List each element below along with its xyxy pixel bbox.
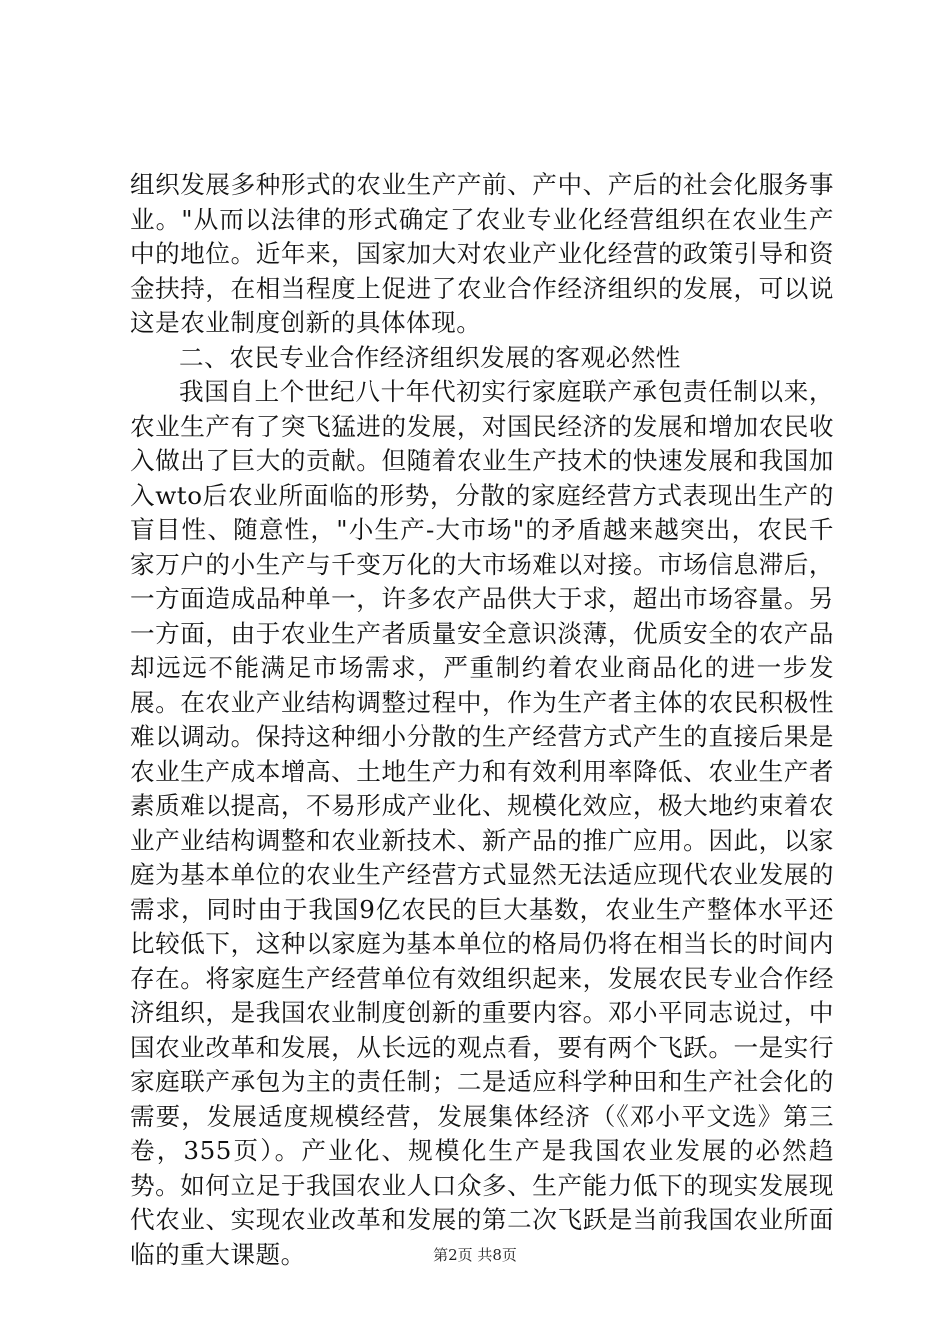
document-body — [130, 168, 834, 1272]
section-heading: 二、农民专业合作经济组织发展的客观必然性 — [179, 342, 681, 372]
page-number-footer: 第2页 共8页 — [433, 1246, 517, 1264]
body-paragraph: 我国自上个世纪八十年代初实行家庭联产承包责任制以来，农业生产有了突飞猛进的发展，对国民经济的发展和增加农民收入做出了巨大的贡献。但随着农业生产技术的快速发展和我国加入wto后农业所面临的形势，分散的家庭经营方式表现出生产的盲目性、随意性，"小生产-大市场"的矛盾越来越突出，农民千家万户的小生产与千变万化的大市场难以对接。市场信息滞后，一方面造成品种单一，许多农产品供大于求，超出市场容量。另一方面，由于农业生产者质量安全意识淡薄，优质安全的农产品却远远不能满足市场需求，严重制约着农业商品化的进一步发展。在农业产业结构调整过程中，作为生产者主体的农民积极性难以调动。保持这种细小分散的生产经营方式产生的直接后果是农业生产成本增高、土地生产力和有效利用率降低、农业生产者素质难以提高，不易形成产业化、规模化效应，极大地约束着农业产业结构调整和农业新技术、新产品的推广应用。因此，以家庭为基本单位的农业生产经营方式显然无法适应现代农业发展的需求，同时由于我国9亿农民的巨大基数，农业生产整体水平还比较低下，这种以家庭为基本单位的格局仍将在相当长的时间内存在。将家庭生产经营单位有效组织起来，发展农民专业合作经济组织，是我国农业制度创新的重要内容。邓小平同志说过，中国农业改革和发展，从长远的观点看，要有两个飞跃。一是实行家庭联产承包为主的责任制；二是适应科学种田和生产社会化的需要，发展适度规模经营，发展集体经济（《邓小平文选》第三卷，355页）。产业化、规模化生产是我国农业发展的必然趋势。如何立足于我国农业人口众多、生产能力低下的现实发展现代农业、实现农业改革和发展的第二次飞跃是当前我国农业所面临的重大课题。 — [130, 377, 834, 1269]
continuation-paragraph: 组织发展多种形式的农业生产产前、产中、产后的社会化服务事业。"从而以法律的形式确定了农业专业化经营组织在农业生产中的地位。近年来，国家加大对农业产业化经营的政策引导和资金扶持，在相当程度上促进了农业合作经济组织的发展，可以说这是农业制度创新的具体体现。 — [130, 170, 834, 337]
